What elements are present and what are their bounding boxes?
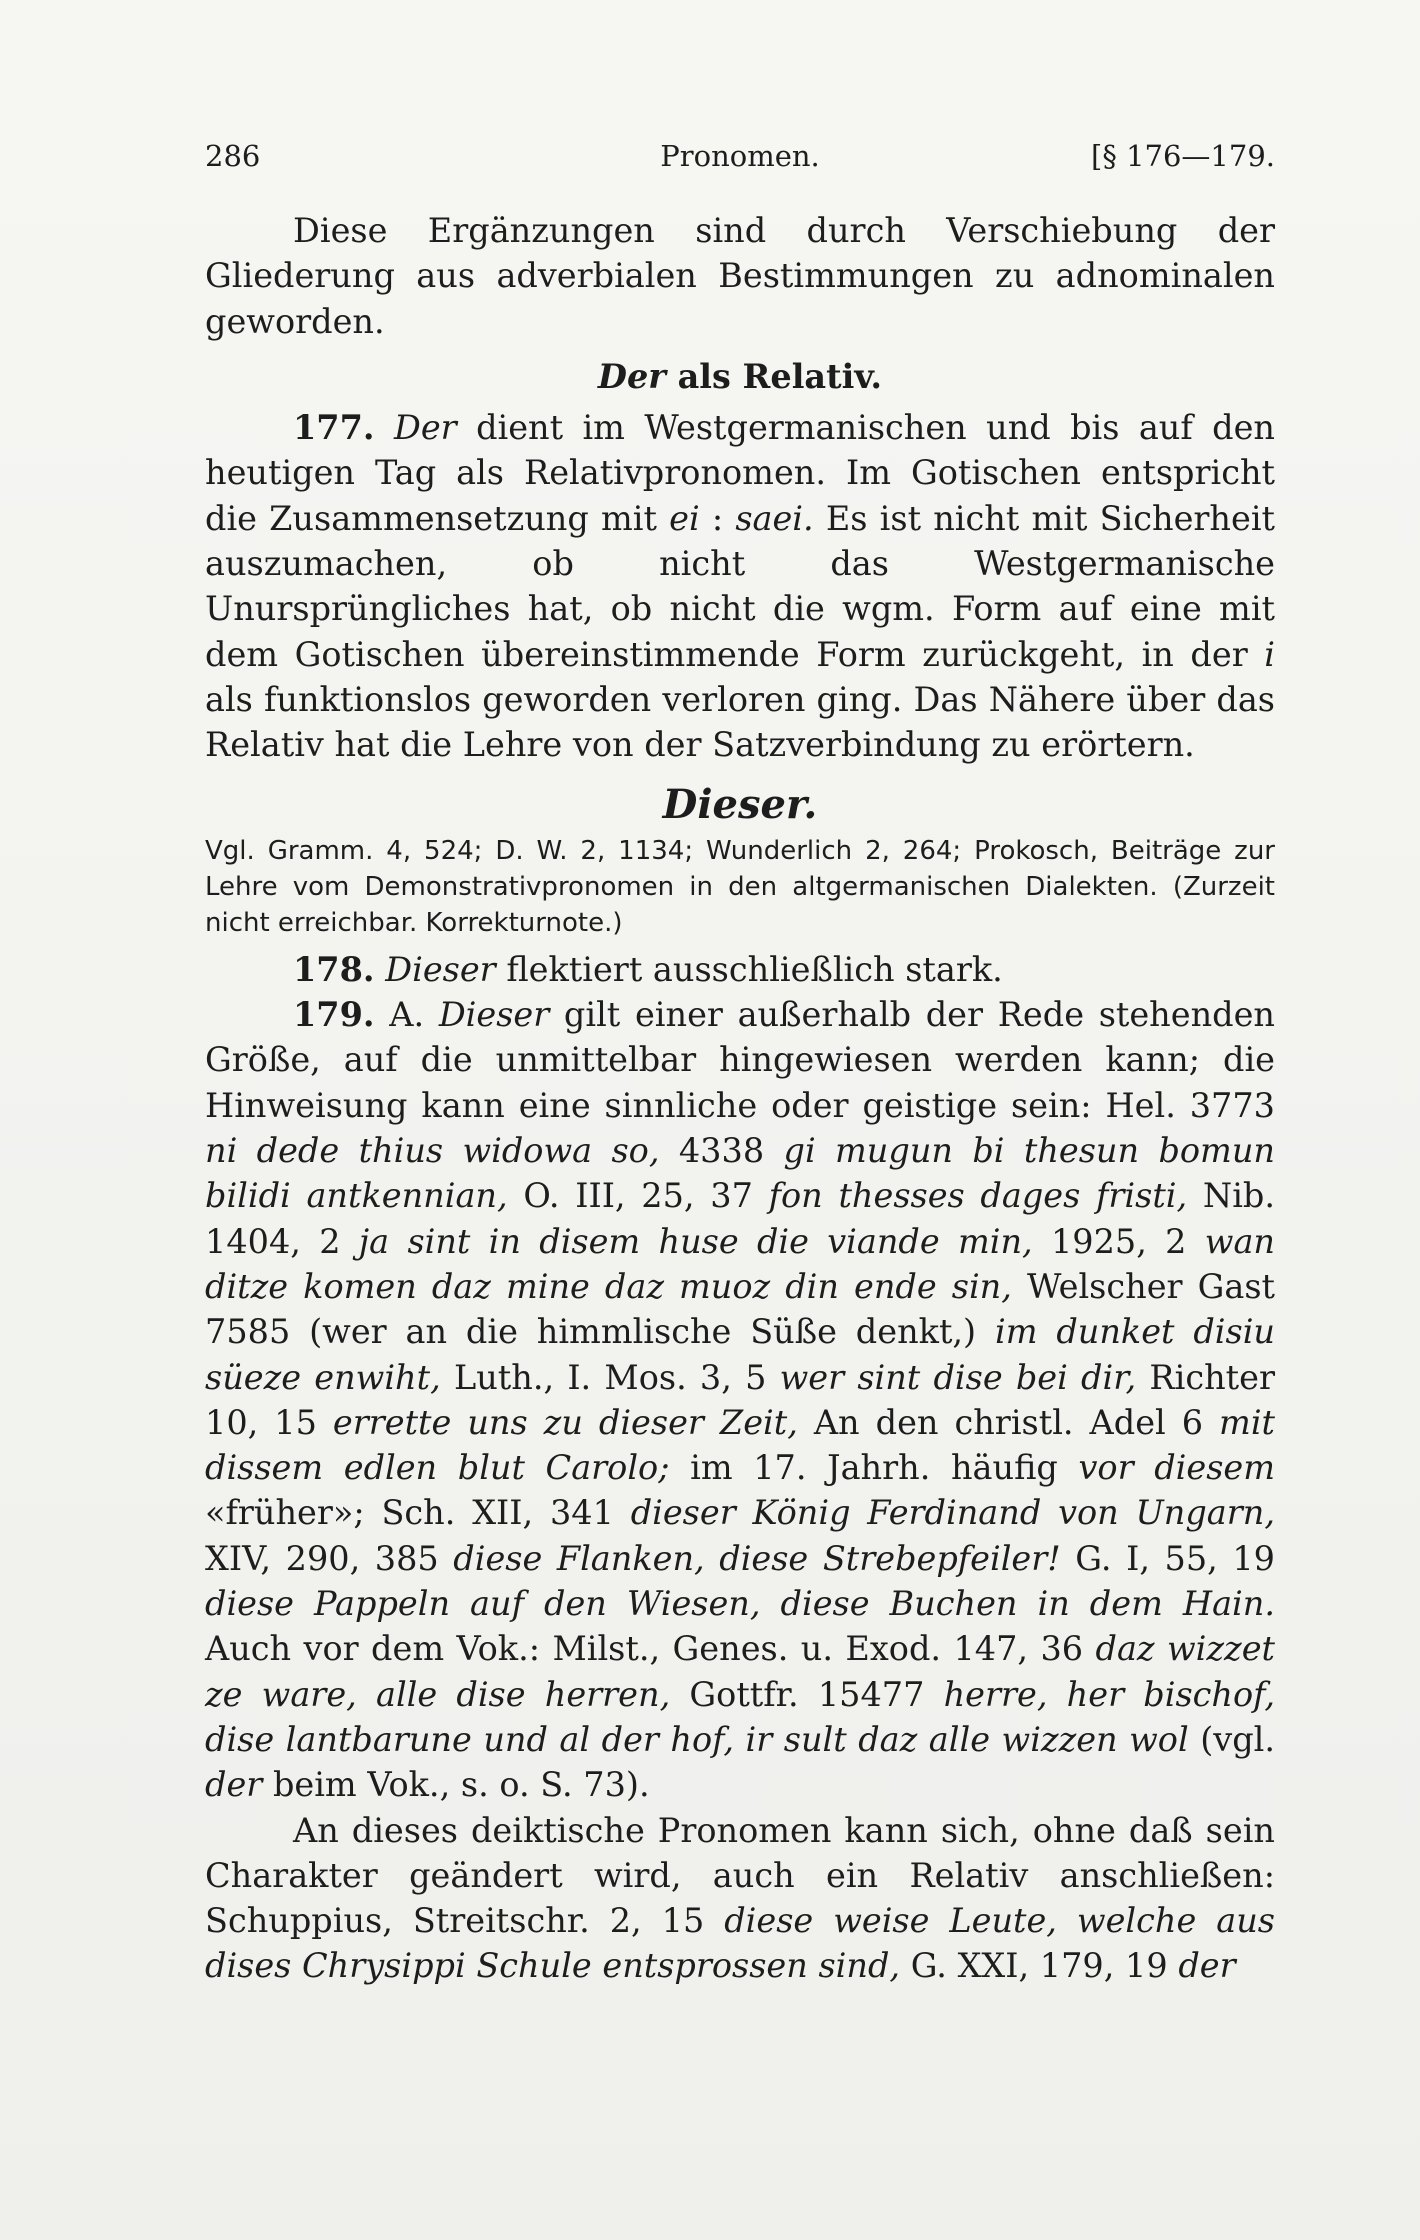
paragraph-number-179: 179. [293,995,375,1035]
paragraph-177 [205,405,1275,767]
bibliographic-reference: Vgl. Gramm. 4, 524; D. W. 2, 1134; Wunderlich 2, 264; Prokosch, Beiträge zur Lehre vom Demonstrativpronomen in den altgermanischen Dialekten. (Zurzeit nicht erreichbar. Korrekturnote.) [205,835,1275,938]
body-text: Gottfr. 15477 [670,1674,944,1714]
body-text: Welscher Gast 7585 (wer an die himmlische Süße denkt,) [205,1266,1275,1352]
body-text: beim Vok., s. o. S. 73). [262,1765,650,1805]
italic-text: fon thesses dages fristi, [768,1176,1188,1216]
body-text: gilt einer außerhalb der Rede stehenden Größe, auf die unmittelbar hingewiesen werden kann; die Hinweisung kann eine sinnliche oder geistige sein: Hel. 3773 [205,995,1276,1125]
paragraph-179 [205,992,1275,1807]
running-header [205,136,1275,176]
italic-text: diese Pappeln auf den Wiesen, diese Buchen in dem Hain. [205,1584,1275,1624]
body-text: Luth., I. Mos. 3, 5 [440,1357,780,1397]
italic-text: der [1178,1946,1236,1986]
italic-text: diese Flanken, diese Strebepfeiler! [453,1538,1061,1578]
italic-text: wer sint dise bei dir, [779,1357,1137,1397]
italic-text: im dunket disiu süeze enwiht, [205,1312,1275,1397]
italic-text: daz wizzet ze ware, alle dise herren, [205,1629,1275,1714]
page-body [205,208,1275,1989]
body-text: Richter 10, 15 [205,1357,1275,1442]
body-text: Auch vor dem Vok.: Milst., Genes. u. Exod. 147, 36 [205,1629,1096,1669]
italic-text: saei. [735,498,814,538]
body-text: 4338 [659,1131,784,1171]
body-text: An den christl. Adel 6 [797,1402,1220,1442]
italic-text: ni dede thius widowa so, [205,1131,660,1171]
italic-text: gi mugun bi thesun bomun bilidi antkennian, [205,1131,1275,1216]
body-text: im 17. Jahrh. häufig [669,1448,1079,1488]
italic-text: der [205,1765,263,1805]
italic-text: ja sint in disem huse die viande min, [358,1221,1033,1261]
italic-text: wan ditze komen daz mine daz muoz din ende sin, [205,1221,1275,1306]
italic-text: Dieser [385,949,496,989]
body-text: : [699,498,736,538]
paragraph-relative-continuation [205,1808,1275,1989]
intro-paragraph: Diese Ergänzungen sind durch Verschiebung der Gliederung aus adverbialen Bestimmungen zu adnominalen geworden. [205,211,1275,341]
italic-text: ei [669,498,700,538]
italic-text: diese weise Leute, welche aus dises Chrysippi Schule entsprossen sind, [205,1901,1275,1986]
paragraph-number-177: 177. [293,408,375,448]
body-text: Nib. 1404, 2 [205,1176,1275,1261]
italic-text: i [1264,634,1275,674]
section-heading-dieser [205,782,1275,827]
body-text: Es ist nicht mit Sicherheit auszumachen, ob nicht das Westgermanische Unursprüngliches hat, ob nicht die wgm. Form auf eine mit dem Gotischen übereinstimmende Form zurückgeht, in der [205,498,1275,674]
body-text: (vgl. [1188,1719,1275,1759]
body-text: G. I, 55, 19 [1060,1538,1275,1578]
body-text: G. XXI, 179, 19 [900,1946,1179,1986]
body-text: A. [374,995,439,1035]
running-title: Pronomen. [660,139,820,173]
italic-text: Dieser [438,995,550,1035]
body-text: flektiert ausschließlich stark. [495,949,1003,989]
body-text: dient im Westgermanischen und bis auf den heutigen Tag als Relativpronomen. Im Gotischen entspricht die Zusammensetzung mit [205,408,1276,538]
body-text: O. III, 25, 37 [507,1176,769,1216]
paragraph-number-178: 178. [293,949,375,989]
section-range: [§ 176—179. [1091,139,1275,173]
body-text: XIV, 290, 385 [205,1538,454,1578]
heading-dieser-word: Dieser. [662,780,818,828]
body-text: An dieses deiktische Pronomen kann sich, ohne daß sein Charakter geändert wird, auch ein Relativ anschließen: Schuppius, Streitschr. 2, 15 [205,1810,1275,1941]
paragraph-178 [205,947,1275,992]
italic-text: herre, her bischof, dise lantbarune und al der hof, ir sult daz alle wizzen wol [205,1674,1275,1759]
body-text: als funktionslos geworden verloren ging. Das Nähere über das Relativ hat die Lehre von der Satzverbindung zu erörtern. [205,679,1275,765]
italic-text: errette uns zu dieser Zeit, [332,1402,798,1442]
italic-text: Der [393,408,457,448]
body-text: 1925, 2 [1032,1221,1205,1261]
italic-text: mit dissem edlen blut Carolo; [205,1402,1275,1488]
italic-text: dieser König Ferdinand von Ungarn, [630,1493,1275,1533]
page-number: 286 [205,139,261,173]
heading-der-rest: als Relativ. [665,356,883,396]
italic-text: vor diesem [1078,1448,1275,1488]
heading-der-word: Der [597,356,666,396]
body-text: «früher»; Sch. XII, 341 [205,1493,631,1533]
section-heading-der [205,354,1275,399]
